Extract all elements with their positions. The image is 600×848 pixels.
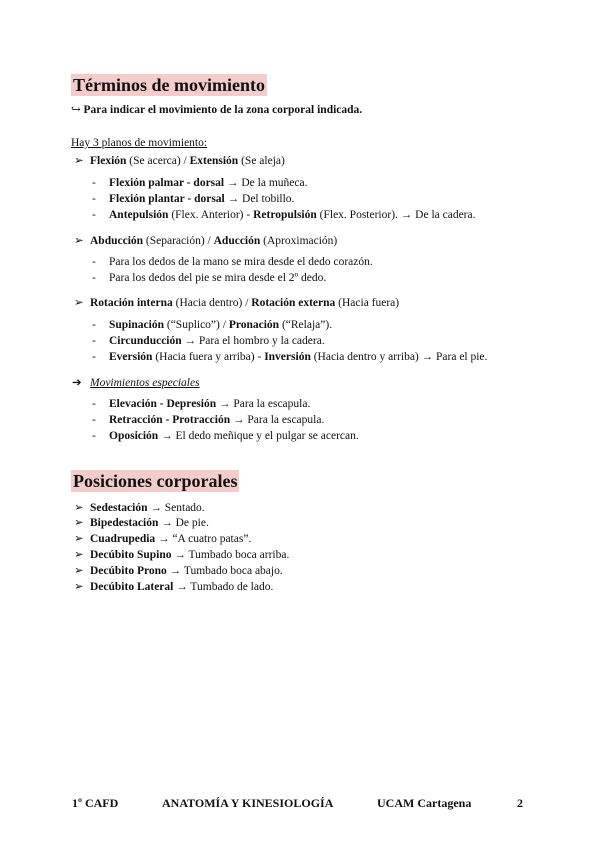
list-item — [109, 429, 359, 444]
term: Flexión palmar - dorsal — [109, 177, 225, 189]
intro-line — [71, 103, 362, 118]
dash-bullet: - — [92, 272, 96, 284]
term-adduction: Aducción — [213, 235, 261, 247]
term: Elevación - Depresión — [109, 398, 217, 410]
list-item — [109, 413, 324, 428]
arrowhead-bullet-icon: ➢ — [74, 235, 84, 247]
term-desc: → Tumbado boca arriba. — [171, 549, 290, 561]
intro-text: Para indicar el movimiento de la zona corporal indicada. — [83, 104, 363, 116]
arrowhead-bullet-icon: ➢ — [74, 297, 84, 309]
group-rotation-heading — [90, 296, 399, 311]
term-flexion: Flexión — [90, 155, 127, 167]
term: Circunducción — [109, 335, 182, 347]
term: Decúbito Prono — [90, 565, 167, 577]
arrowhead-bullet-icon: ➢ — [74, 533, 84, 545]
list-item — [109, 192, 294, 207]
return-arrow-icon: ↪ — [71, 104, 81, 116]
term-desc: → Tumbado boca abajo. — [166, 565, 283, 577]
term-abduction: Abducción — [90, 235, 144, 247]
term: Eversión — [109, 351, 153, 363]
group-flexion-heading — [90, 154, 285, 169]
term: Pronación — [228, 319, 280, 331]
term-desc: (Flex. Anterior) - — [168, 209, 254, 221]
dash-bullet: - — [92, 193, 96, 205]
list-item — [90, 532, 251, 547]
arrowhead-bullet-icon: ➢ — [74, 581, 84, 593]
section-title-movement-terms: Términos de movimiento — [73, 75, 265, 95]
dash-bullet: - — [92, 256, 96, 268]
right-arrow-icon: ➔ — [72, 377, 82, 389]
term-desc: (“Relaja”). — [279, 319, 333, 331]
term-desc: → Para la escapula. — [216, 398, 311, 410]
term: Flexión plantar - dorsal — [109, 193, 225, 205]
term: Retropulsión — [253, 209, 317, 221]
term-desc: → De la muñeca. — [224, 177, 308, 189]
footer-university: UCAM Cartagena — [377, 796, 472, 810]
list-item — [109, 255, 373, 270]
list-item — [109, 208, 476, 223]
dash-bullet: - — [92, 335, 96, 347]
term-desc: → Para el hombro y la cadera. — [181, 335, 325, 347]
term: Antepulsión — [109, 209, 169, 221]
list-item — [109, 271, 326, 286]
arrowhead-bullet-icon: ➢ — [74, 565, 84, 577]
arrowhead-bullet-icon: ➢ — [74, 155, 84, 167]
list-item — [109, 334, 325, 349]
term-desc: (Hacia dentro) / — [172, 297, 252, 309]
list-item — [109, 318, 332, 333]
dash-bullet: - — [92, 319, 96, 331]
list-item — [90, 564, 283, 579]
planes-label: Hay 3 planos de movimiento: — [71, 137, 208, 149]
list-item — [109, 176, 307, 191]
term-desc: → El dedo meñique y el pulgar se acercan. — [158, 430, 359, 442]
list-item — [109, 397, 310, 412]
term: Cuadrupedia — [90, 533, 156, 545]
arrowhead-bullet-icon: ➢ — [74, 517, 84, 529]
arrowhead-bullet-icon: ➢ — [74, 502, 84, 514]
term-desc: → Para la escapula. — [230, 414, 325, 426]
term-desc: Para los dedos de la mano se mira desde el dedo corazón. — [109, 256, 373, 268]
list-item — [90, 580, 273, 595]
term: Decúbito Supino — [90, 549, 172, 561]
group-abduction-heading — [90, 234, 337, 249]
term: Bipedestación — [90, 517, 159, 529]
term-desc: (Hacia fuera y arriba) - — [152, 351, 265, 363]
dash-bullet: - — [92, 398, 96, 410]
term-desc: (Flex. Posterior). → De la cadera. — [316, 209, 476, 221]
dash-bullet: - — [92, 430, 96, 442]
term-desc: → “A cuatro patas”. — [155, 533, 252, 545]
term-desc: (Separación) / — [143, 235, 214, 247]
arrowhead-bullet-icon: ➢ — [74, 549, 84, 561]
dash-bullet: - — [92, 177, 96, 189]
term-desc: (Se aleja) — [238, 155, 285, 167]
term-desc: → Sentado. — [147, 502, 205, 514]
term: Oposición — [109, 430, 159, 442]
term-desc: → De pie. — [158, 517, 209, 529]
term-desc: → Del tobillo. — [224, 193, 295, 205]
term-desc: (Aproximación) — [260, 235, 338, 247]
term-external-rotation: Rotación externa — [251, 297, 336, 309]
term-desc: → Tumbado de lado. — [173, 581, 274, 593]
term: Decúbito Lateral — [90, 581, 174, 593]
term-desc: (Hacia dentro y arriba) → Para el pie. — [310, 351, 488, 363]
term: Sedestación — [90, 502, 148, 514]
dash-bullet: - — [92, 351, 96, 363]
list-item — [90, 501, 205, 516]
term-internal-rotation: Rotación interna — [90, 297, 173, 309]
dash-bullet: - — [92, 209, 96, 221]
footer-subject: ANATOMÍA Y KINESIOLOGÍA — [162, 796, 334, 810]
term-desc: (Se acerca) / — [126, 155, 190, 167]
term-desc: (Hacia fuera) — [335, 297, 400, 309]
page-number: 2 — [517, 796, 523, 810]
term-desc: Para los dedos del pie se mira desde el 2º dedo. — [109, 272, 327, 284]
term: Supinación — [109, 319, 164, 331]
list-item — [90, 516, 209, 531]
term: Retracción - Protracción — [109, 414, 231, 426]
section-title-body-positions: Posiciones corporales — [73, 471, 238, 491]
term-desc: (“Suplico”) / — [163, 319, 229, 331]
list-item — [90, 548, 289, 563]
dash-bullet: - — [92, 414, 96, 426]
term-extension: Extensión — [189, 155, 239, 167]
list-item — [109, 350, 487, 365]
footer-course: 1º CAFD — [72, 796, 119, 810]
term: Inversión — [264, 351, 311, 363]
special-movements-label: Movimientos especiales — [90, 377, 200, 389]
